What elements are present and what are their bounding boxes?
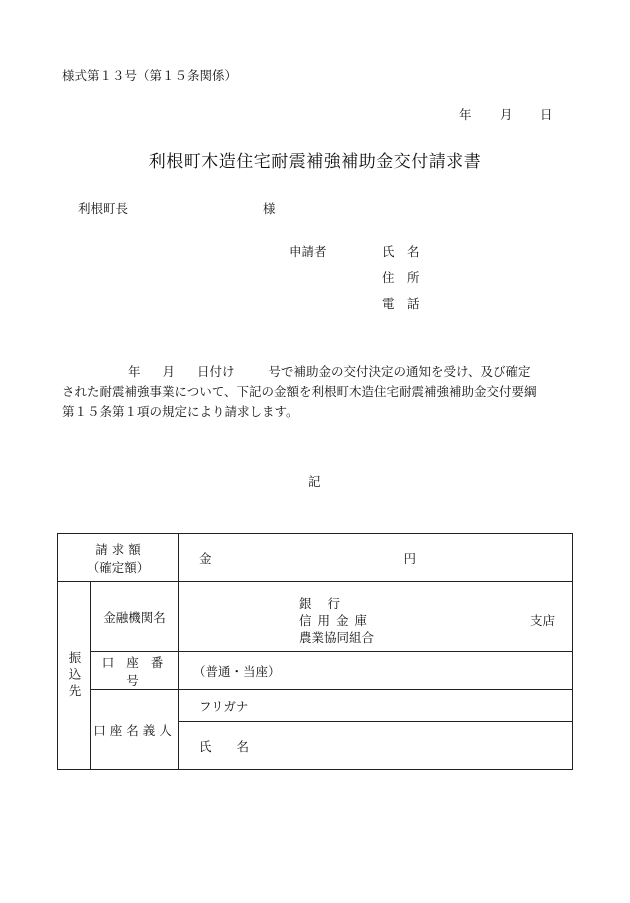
amount-label-cell: [58, 534, 179, 582]
applicant-address-label: 住 所: [382, 270, 420, 285]
ki-heading: 記: [308, 474, 321, 489]
holder-name-label: 氏 名: [199, 738, 250, 754]
notice-year-label: 年: [128, 364, 141, 379]
institution-value-cell: [179, 582, 573, 652]
request-line-3: 第１５条第１項の規定により請求します。: [62, 404, 299, 419]
payment-table: [57, 533, 573, 770]
bank-type-label: 銀行: [299, 595, 357, 611]
form-number: 様式第１３号（第１５条関係）: [62, 68, 238, 83]
applicant-name-label: 氏 名: [382, 244, 420, 259]
applicant-phone-label: 電 話: [382, 296, 420, 311]
amount-value-cell: [179, 534, 573, 582]
addressee-name: 利根町長: [78, 201, 129, 216]
furigana-label: フリガナ: [199, 698, 249, 714]
notice-day-label: 日付け: [197, 364, 235, 379]
transfer-label: 振込先: [67, 650, 82, 701]
date-day-label: 日: [540, 107, 553, 122]
notice-number-text: 号で補助金の交付決定の通知を受け、及び確定: [268, 364, 531, 379]
branch-label: 支店: [529, 612, 555, 628]
date-year-label: 年: [459, 107, 472, 122]
date-month-label: 月: [500, 107, 513, 122]
request-line-1: [62, 362, 572, 382]
document-title: 利根町木造住宅耐震補強補助金交付請求書: [148, 152, 482, 172]
applicant-label: 申請者: [289, 244, 327, 259]
institution-row: [58, 582, 573, 652]
transfer-label-cell: [58, 582, 91, 770]
account-holder-label: 口座名義人: [93, 722, 176, 738]
amount-suffix: 円: [403, 550, 417, 566]
amount-row: [58, 534, 573, 582]
addressee-honorific: 様: [263, 201, 276, 216]
amount-prefix: 金: [199, 550, 212, 566]
furigana-value-cell: [179, 690, 573, 722]
account-holder-label-cell: [91, 690, 179, 770]
amount-label: 請 求 額: [95, 541, 141, 557]
account-number-row: [58, 652, 573, 690]
account-number-value-cell: [179, 652, 573, 690]
agricultural-coop-type-label: 農業協同組合: [299, 629, 375, 645]
request-line-2: された耐震補強事業について、下記の金額を利根町木造住宅耐震補強補助金交付要綱: [62, 384, 537, 399]
account-number-label-cell: [91, 652, 179, 690]
credit-union-type-label: 信用金庫: [299, 612, 374, 628]
notice-month-label: 月: [162, 364, 176, 379]
furigana-row: [58, 690, 573, 722]
institution-label-cell: [91, 582, 179, 652]
account-type-label: （普通・当座）: [193, 663, 281, 679]
institution-label: 金融機関名: [103, 609, 166, 625]
request-paragraph: [62, 362, 572, 422]
account-number-label: 口 座 番 号: [101, 654, 168, 688]
holder-name-value-cell: [179, 722, 573, 770]
amount-sub-label: （確定額）: [86, 559, 150, 575]
